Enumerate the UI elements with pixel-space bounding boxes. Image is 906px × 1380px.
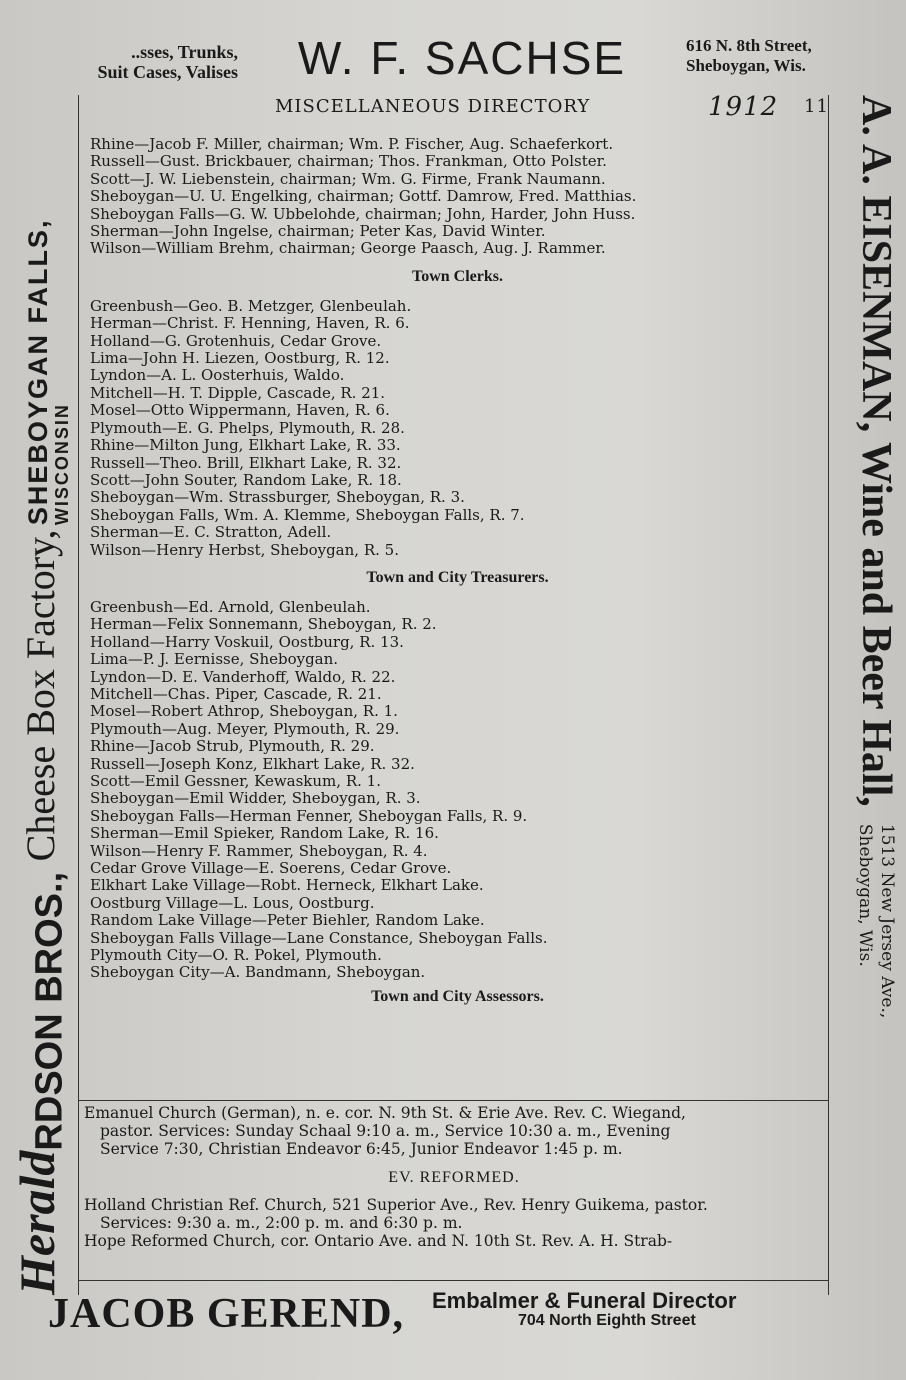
bottom-advertisement bbox=[0, 1286, 906, 1346]
list-item: Scott—John Souter, Random Lake, R. 18. bbox=[90, 470, 402, 489]
list-item: Emanuel Church (German), n. e. cor. N. 9th St. & Erie Ave. Rev. C. Wiegand, bbox=[84, 1104, 686, 1122]
list-item: Lyndon—A. L. Oosterhuis, Waldo. bbox=[90, 366, 345, 385]
bottom-ad-role: Embalmer & Funeral Director bbox=[432, 1288, 737, 1313]
list-item: Sheboygan City—A. Bandmann, Sheboygan. bbox=[90, 963, 426, 982]
list-item: Wilson—Henry F. Rammer, Sheboygan, R. 4. bbox=[90, 841, 428, 860]
chairmen-list bbox=[90, 136, 825, 258]
left-ad-location bbox=[22, 218, 74, 526]
list-item: Mitchell—H. T. Dipple, Cascade, R. 21. bbox=[90, 383, 386, 402]
top-ad-right bbox=[686, 36, 856, 76]
right-ad-name: A. A. EISENMAN, Wine and Beer Hall, bbox=[853, 95, 899, 807]
list-item: Russell—Joseph Konz, Elkhart Lake, R. 32. bbox=[90, 754, 415, 773]
left-side-advertisement bbox=[8, 95, 76, 1295]
list-item: Mitchell—Chas. Piper, Cascade, R. 21. bbox=[90, 684, 382, 703]
list-item: Holland—Harry Voskuil, Oostburg, R. 13. bbox=[90, 632, 404, 651]
right-ad-address bbox=[854, 824, 898, 1018]
top-ad-right-line: 616 N. 8th Street, bbox=[686, 36, 812, 55]
right-side-advertisement bbox=[830, 95, 900, 1295]
church-listing bbox=[84, 1104, 824, 1250]
directory-content bbox=[90, 92, 829, 1018]
bottom-ad-address: 704 North Eighth Street bbox=[518, 1312, 696, 1329]
left-ad-herald: Herald bbox=[9, 1150, 65, 1295]
list-item: Greenbush—Geo. B. Metzger, Glenbeulah. bbox=[90, 296, 412, 315]
section-divider bbox=[78, 1100, 828, 1101]
list-item: Services: 9:30 a. m., 2:00 p. m. and 6:30 p. m. bbox=[100, 1214, 463, 1232]
list-item: Service 7:30, Christian Endeavor 6:45, Junior Endeavor 1:45 p. m. bbox=[100, 1140, 623, 1158]
list-item: Elkhart Lake Village—Robt. Herneck, Elkhart Lake. bbox=[90, 876, 484, 895]
list-item: Wilson—Henry Herbst, Sheboygan, R. 5. bbox=[90, 540, 399, 559]
list-item: Holland Christian Ref. Church, 521 Superior Ave., Rev. Henry Guikema, pastor. bbox=[84, 1196, 708, 1214]
bottom-ad-name: JACOB GEREND, bbox=[48, 1291, 405, 1337]
list-item: Plymouth—E. G. Phelps, Plymouth, R. 28. bbox=[90, 418, 405, 437]
frame-right-rule bbox=[828, 95, 829, 1295]
list-item: Mosel—Robert Athrop, Sheboygan, R. 1. bbox=[90, 702, 398, 721]
list-item: Rhine—Jacob F. Miller, chairman; Wm. P. Fischer, Aug. Schaeferkort. bbox=[90, 135, 614, 153]
bottom-divider bbox=[78, 1280, 828, 1281]
town-clerks-list bbox=[90, 298, 825, 559]
left-ad-product: Cheese Box Factory, bbox=[18, 529, 63, 862]
list-item: Sheboygan—U. U. Engelking, chairman; Gottf. Damrow, Fred. Matthias. bbox=[90, 187, 637, 206]
list-item: Russell—Theo. Brill, Elkhart Lake, R. 32. bbox=[90, 453, 402, 472]
handwritten-year: 1912 bbox=[708, 92, 779, 122]
left-ad-name: RDSON BROS., bbox=[28, 861, 71, 1151]
left-ad-city: SHEBOYGAN FALLS, bbox=[22, 218, 53, 526]
list-item: Plymouth City—O. R. Pokel, Plymouth. bbox=[90, 946, 382, 965]
list-item: Mosel—Otto Wippermann, Haven, R. 6. bbox=[90, 401, 390, 420]
list-item: Sheboygan Falls, Wm. A. Klemme, Sheboygan Falls, R. 7. bbox=[90, 505, 525, 524]
top-advertisement bbox=[0, 30, 906, 86]
top-ad-right-line: Sheboygan, Wis. bbox=[686, 56, 806, 75]
list-item: Cedar Grove Village—E. Soerens, Cedar Grove. bbox=[90, 859, 452, 878]
section-heading-treasurers: Town and City Treasurers. bbox=[366, 568, 549, 586]
list-item: Herman—Christ. F. Henning, Haven, R. 6. bbox=[90, 314, 410, 333]
list-item: Sheboygan Falls—Herman Fenner, Sheboygan Falls, R. 9. bbox=[90, 806, 528, 825]
list-item: Sheboygan—Emil Widder, Sheboygan, R. 3. bbox=[90, 789, 421, 808]
list-item: Sheboygan Falls—G. W. Ubbelohde, chairman; John, Harder, John Huss. bbox=[90, 204, 636, 223]
treasurers-list bbox=[90, 599, 825, 982]
section-heading-ev-reformed: EV. REFORMED. bbox=[388, 1169, 520, 1186]
list-item: Russell—Gust. Brickbauer, chairman; Thos. Frankman, Otto Polster. bbox=[90, 152, 607, 171]
list-item: Lima—John H. Liezen, Oostburg, R. 12. bbox=[90, 349, 390, 368]
page-title: MISCELLANEOUS DIRECTORY bbox=[275, 96, 591, 117]
right-ad-address-line: Sheboygan, Wis. bbox=[855, 823, 875, 967]
list-item: Holland—G. Grotenhuis, Cedar Grove. bbox=[90, 331, 382, 350]
list-item: Scott—J. W. Liebenstein, chairman; Wm. G. Firme, Frank Naumann. bbox=[90, 169, 606, 188]
top-ad-left bbox=[28, 42, 238, 82]
left-ad-state: WISCONSIN bbox=[51, 403, 72, 526]
section-heading-town-clerks: Town Clerks. bbox=[412, 267, 503, 285]
list-item: Scott—Emil Gessner, Kewaskum, R. 1. bbox=[90, 772, 381, 790]
list-item: Lima—P. J. Eernisse, Sheboygan. bbox=[90, 650, 339, 669]
page-header bbox=[90, 92, 829, 122]
list-item: Hope Reformed Church, cor. Ontario Ave. and N. 10th St. Rev. A. H. Strab- bbox=[84, 1232, 673, 1250]
list-item: Plymouth—Aug. Meyer, Plymouth, R. 29. bbox=[90, 719, 400, 738]
list-item: Random Lake Village—Peter Biehler, Random Lake. bbox=[90, 911, 485, 930]
list-item: pastor. Services: Sunday Schaal 9:10 a. m., Service 10:30 a. m., Evening bbox=[100, 1122, 671, 1140]
top-ad-left-line: ..sses, Trunks, bbox=[131, 42, 238, 62]
list-item: Rhine—Milton Jung, Elkhart Lake, R. 33. bbox=[90, 436, 401, 455]
list-item: Sheboygan—Wm. Strassburger, Sheboygan, R. 3. bbox=[90, 488, 465, 507]
section-heading-assessors: Town and City Assessors. bbox=[371, 987, 544, 1005]
list-item: Sherman—Emil Spieker, Random Lake, R. 16. bbox=[90, 824, 439, 843]
list-item: Lyndon—D. E. Vanderhoff, Waldo, R. 22. bbox=[90, 667, 396, 686]
list-item: Sheboygan Falls Village—Lane Constance, Sheboygan Falls. bbox=[90, 928, 548, 947]
list-item: Greenbush—Ed. Arnold, Glenbeulah. bbox=[90, 597, 371, 616]
top-ad-brand: W. F. SACHSE bbox=[297, 32, 627, 84]
list-item: Sherman—John Ingelse, chairman; Peter Kas, David Winter. bbox=[90, 222, 546, 241]
list-item: Rhine—Jacob Strub, Plymouth, R. 29. bbox=[90, 737, 375, 756]
top-ad-left-line: Suit Cases, Valises bbox=[97, 62, 238, 82]
list-item: Sherman—E. C. Stratton, Adell. bbox=[90, 523, 332, 542]
list-item: Oostburg Village—L. Lous, Oostburg. bbox=[90, 893, 375, 912]
right-ad-address-line: 1513 New Jersey Ave., bbox=[877, 823, 897, 1019]
frame-left-rule bbox=[78, 95, 79, 1295]
list-item: Herman—Felix Sonnemann, Sheboygan, R. 2. bbox=[90, 615, 437, 634]
list-item: Wilson—William Brehm, chairman; George Paasch, Aug. J. Rammer. bbox=[90, 239, 606, 258]
page-number: 11 bbox=[804, 96, 829, 117]
